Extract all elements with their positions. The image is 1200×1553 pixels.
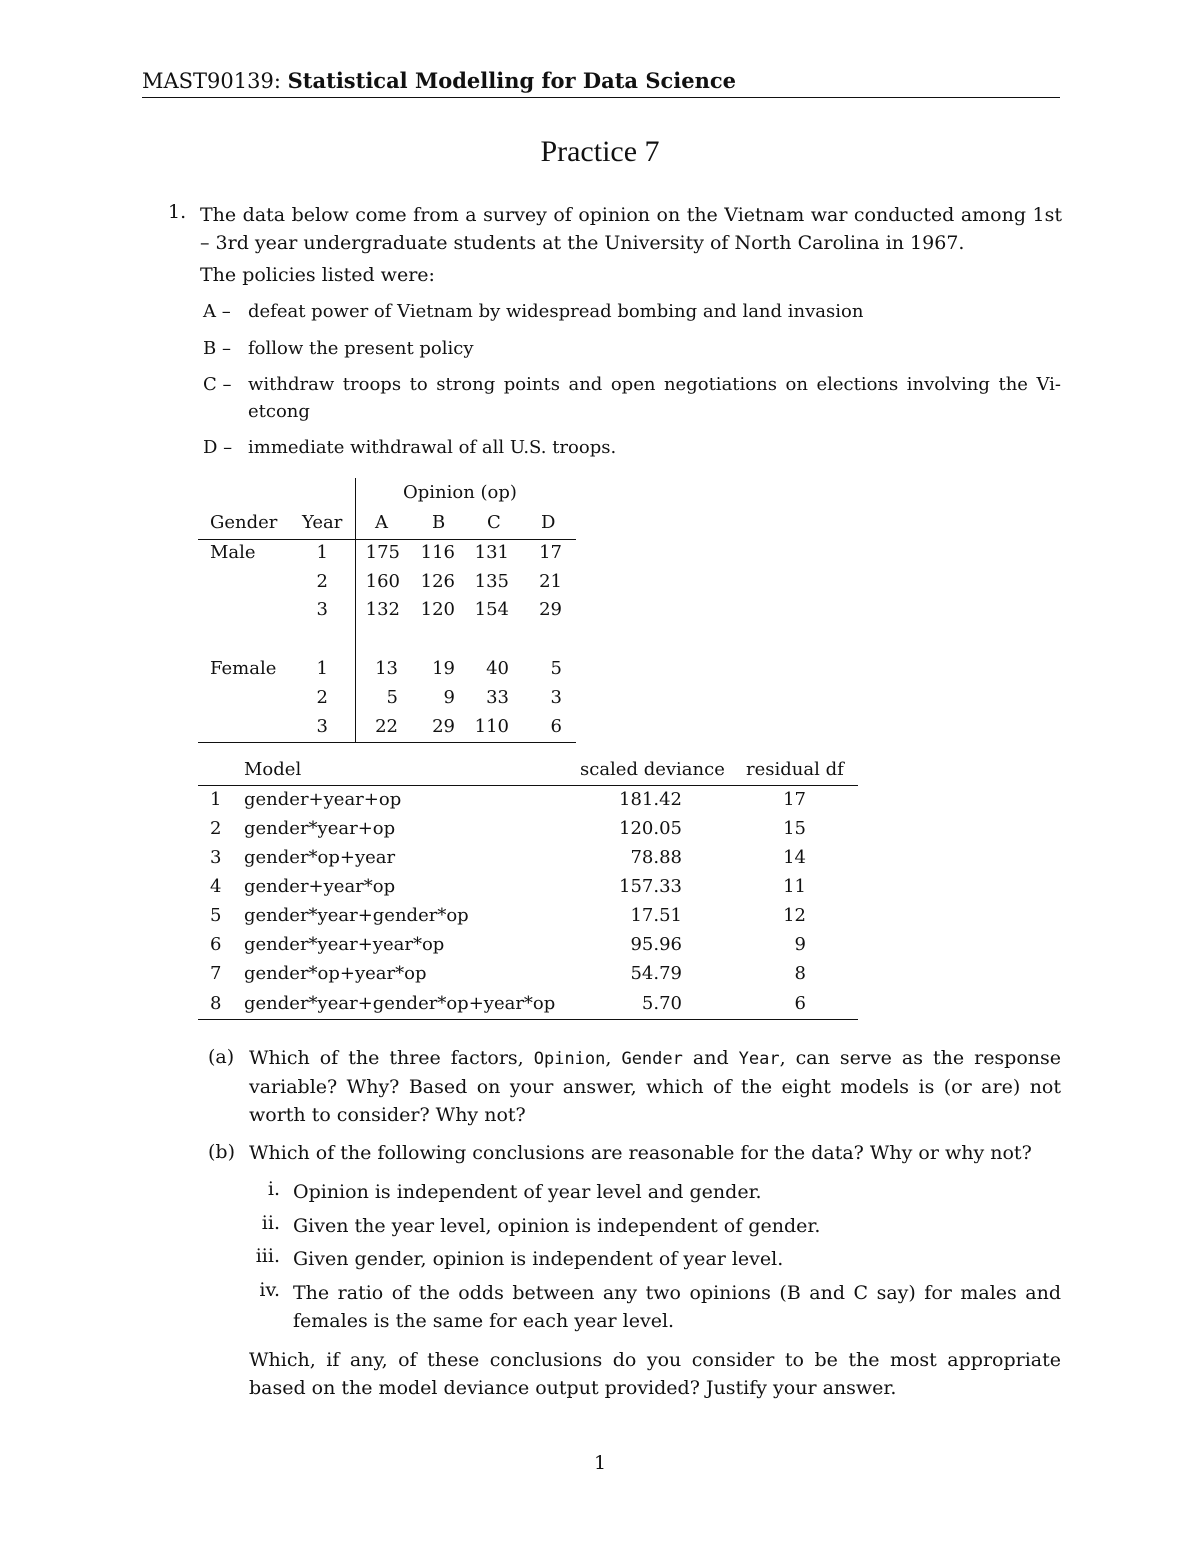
part-a-text-lead: Which of the three factors, — [249, 1047, 524, 1069]
year-column-header: Year — [302, 512, 343, 533]
deviance-column-header: scaled deviance — [580, 759, 725, 780]
model-formula: gender*year+gender*op+year*op — [244, 993, 556, 1014]
opinion-group-header: Opinion (op) — [403, 482, 517, 503]
policy-letter: B – — [203, 338, 231, 359]
policies-lead: The policies listed were: — [200, 264, 435, 286]
count-cell: 160 — [365, 571, 400, 592]
conclusion-label: iv. — [259, 1279, 280, 1301]
count-cell: 116 — [420, 542, 455, 563]
count-cell: 29 — [539, 599, 562, 620]
model-formula: gender*op+year — [244, 847, 396, 868]
count-cell: 131 — [474, 542, 509, 563]
year-cell: 2 — [316, 571, 328, 592]
model-id: 1 — [210, 789, 222, 810]
deviance-value: 54.79 — [630, 963, 682, 984]
count-cell: 126 — [420, 571, 455, 592]
model-formula: gender+year*op — [244, 876, 396, 897]
table-rule — [198, 742, 576, 743]
part-a-conjunction: and — [692, 1047, 729, 1069]
deviance-value: 95.96 — [630, 934, 682, 955]
policy-text: withdraw troops to strong points and open negotiations on elections involving the Vi- etcong — [248, 374, 1061, 422]
conclusion-label: iii. — [255, 1245, 280, 1267]
count-cell: 29 — [432, 716, 455, 737]
year-cell: 1 — [316, 658, 328, 679]
count-cell: 40 — [486, 658, 509, 679]
conclusion-text: Opinion is independent of year level and gender. — [293, 1181, 762, 1203]
year-cell: 2 — [316, 687, 328, 708]
model-formula: gender*year+year*op — [244, 934, 445, 955]
year-cell: 3 — [316, 599, 328, 620]
count-cell: 120 — [420, 599, 455, 620]
policy-letter: A – — [203, 301, 231, 322]
policy-item — [203, 371, 1061, 425]
count-cell: 22 — [375, 716, 398, 737]
policy-letter: D – — [203, 437, 233, 458]
count-cell: 132 — [365, 599, 400, 620]
model-id: 3 — [210, 847, 222, 868]
model-formula: gender*year+gender*op — [244, 905, 469, 926]
df-value: 11 — [783, 876, 806, 897]
df-value: 9 — [794, 934, 806, 955]
part-b-text: Which of the following conclusions are reasonable for the data? Why or why not? — [249, 1142, 1032, 1164]
count-cell: 175 — [365, 542, 400, 563]
opinion-column-header: B — [432, 512, 446, 533]
conclusion-text: The ratio of the odds between any two opinions (B and C say) for males and females is the same for each year level. — [293, 1282, 1061, 1332]
factor-opinion: Opinion — [533, 1049, 606, 1069]
deviance-value: 181.42 — [619, 789, 682, 810]
gender-cell: Male — [210, 542, 256, 563]
policy-item — [203, 298, 1061, 325]
gender-column-header: Gender — [210, 512, 278, 533]
df-value: 14 — [783, 847, 806, 868]
opinion-column-header: C — [487, 512, 501, 533]
count-cell: 5 — [386, 687, 398, 708]
model-id: 8 — [210, 993, 222, 1014]
factor-gender: Gender — [621, 1049, 683, 1069]
part-a-text — [249, 1044, 1061, 1129]
model-id: 4 — [210, 876, 222, 897]
policy-text: immediate withdrawal of all U.S. troops. — [248, 437, 617, 458]
question-intro: The data below come from a survey of opinion on the Vietnam war conducted among 1st – 3rd year undergraduate students at the University of North Carolina in 1967. — [200, 204, 1062, 254]
policy-text: follow the present policy — [248, 338, 474, 359]
page-title: Practice 7 — [540, 135, 660, 168]
factor-year: Year — [738, 1049, 780, 1069]
gender-cell: Female — [210, 658, 277, 679]
model-formula: gender*year+op — [244, 818, 396, 839]
df-value: 6 — [794, 993, 806, 1014]
df-value: 8 — [794, 963, 806, 984]
count-cell: 19 — [432, 658, 455, 679]
course-code: MAST90139: — [142, 69, 281, 93]
count-cell: 3 — [550, 687, 562, 708]
opinion-column-header: D — [541, 512, 556, 533]
deviance-value: 5.70 — [641, 993, 682, 1014]
year-cell: 1 — [316, 542, 328, 563]
header-rule — [142, 97, 1060, 98]
df-column-header: residual df — [746, 759, 844, 780]
conclusion-text: Given the year level, opinion is independent of gender. — [293, 1215, 821, 1237]
df-value: 12 — [783, 905, 806, 926]
policy-item — [203, 335, 1061, 362]
part-a-separator: , — [605, 1047, 612, 1069]
conclusion-label: ii. — [261, 1212, 280, 1234]
part-a-text-tail: , can serve as the response variable? Why? Based on your answer, which of the eight models is (or are) not worth to consider? Why not? — [249, 1047, 1062, 1126]
count-cell: 135 — [474, 571, 509, 592]
model-column-header: Model — [244, 759, 302, 780]
model-id: 7 — [210, 963, 222, 984]
count-cell: 5 — [550, 658, 562, 679]
model-formula: gender*op+year*op — [244, 963, 427, 984]
count-cell: 33 — [486, 687, 509, 708]
table-rule — [198, 539, 576, 540]
opinion-column-header: A — [375, 512, 388, 533]
page-number: 1 — [593, 1452, 607, 1474]
conclusion-label: i. — [267, 1178, 280, 1200]
question-number: 1. — [168, 201, 187, 223]
policy-letter: C – — [203, 374, 232, 395]
table-rule — [198, 1019, 858, 1020]
policy-item — [203, 434, 1061, 461]
part-b-closing: Which, if any, of these conclusions do you consider to be the most appropriate based on the model deviance output provided? Justify your answer. — [249, 1349, 1061, 1399]
part-b-label: (b) — [208, 1141, 235, 1163]
model-id: 6 — [210, 934, 222, 955]
conclusion-text: Given gender, opinion is independent of year level. — [293, 1248, 784, 1270]
running-header — [142, 68, 1060, 93]
count-cell: 9 — [443, 687, 455, 708]
model-id: 5 — [210, 905, 222, 926]
count-cell: 21 — [539, 571, 562, 592]
count-cell: 6 — [550, 716, 562, 737]
count-cell: 13 — [375, 658, 398, 679]
deviance-value: 157.33 — [619, 876, 682, 897]
deviance-value: 120.05 — [619, 818, 682, 839]
table-divider — [355, 478, 356, 742]
df-value: 17 — [783, 789, 806, 810]
deviance-value: 17.51 — [630, 905, 682, 926]
deviance-value: 78.88 — [630, 847, 682, 868]
count-cell: 154 — [474, 599, 509, 620]
table-rule — [198, 785, 858, 786]
model-formula: gender+year+op — [244, 789, 402, 810]
count-cell: 110 — [474, 716, 509, 737]
policy-text: defeat power of Vietnam by widespread bombing and land invasion — [248, 301, 864, 322]
course-title: Statistical Modelling for Data Science — [287, 68, 737, 93]
model-id: 2 — [210, 818, 222, 839]
part-a-label: (a) — [208, 1046, 235, 1068]
df-value: 15 — [783, 818, 806, 839]
year-cell: 3 — [316, 716, 328, 737]
count-cell: 17 — [539, 542, 562, 563]
